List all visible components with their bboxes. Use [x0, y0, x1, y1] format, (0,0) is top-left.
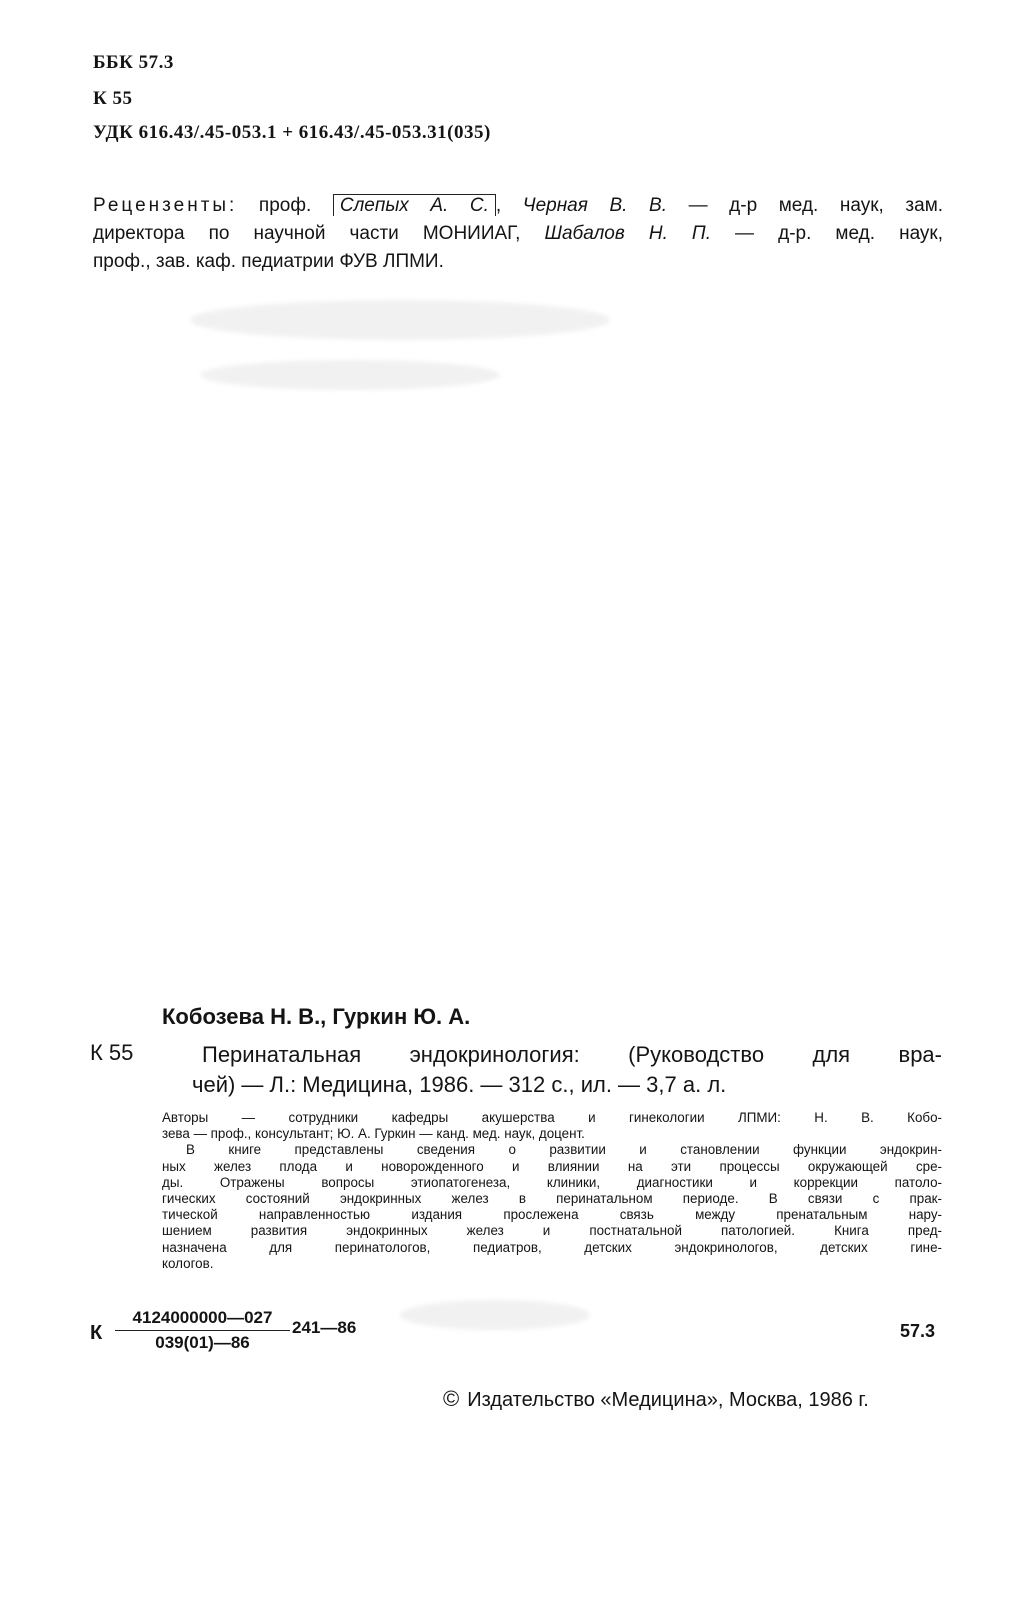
abstract-line: тической направленностью издания прослежена связь между пренатальным нару- [162, 1207, 942, 1223]
reviewers-line-3: проф., зав. каф. педиатрии ФУВ ЛПМИ. [93, 251, 444, 272]
index-denominator: 039(01)—86 [155, 1333, 250, 1352]
index-bbk: 57.3 [900, 1321, 936, 1341]
reviewer-name-3: Шабалов Н. П. [544, 223, 711, 244]
book-title-block [192, 1040, 942, 1100]
reviewers-line-2: директора по научной части МОНИИАГ, Шабалов Н. П. — д-р. мед. наук, [93, 223, 944, 244]
book-authors: Кобозева Н. В., Гуркин Ю. А. [162, 1004, 471, 1029]
publisher-line [443, 1386, 869, 1412]
abstract-line: ды. Отражены вопросы этиопатогенеза, клиники, диагностики и коррекции патоло- [162, 1174, 942, 1190]
abstract-line: гических состояний эндокринных желез в перинатальном периоде. В связи с прак- [162, 1190, 942, 1206]
book-code: К 55 [90, 1040, 134, 1065]
reviewer-name-2: Черная В. В. [522, 195, 667, 216]
abstract-line: Авторы — сотрудники кафедры акушерства и гинекологии ЛПМИ: Н. В. Кобо- [162, 1110, 942, 1125]
book-title-line-2: чей) — Л.: Медицина, 1986. — 312 с., ил. — 3,7 а. л. [192, 1072, 727, 1097]
index-k: К [90, 1322, 103, 1344]
udk-code: УДК 616.43/.45-053.1 + 616.43/.45-053.31(035) [93, 122, 491, 143]
abstract-line: В книге представлены сведения о развитии и становлении функции эндокрин- [186, 1142, 942, 1158]
reviewers-block [93, 192, 943, 276]
abstract-block [162, 1110, 942, 1272]
book-title-line-1: Перинатальная эндокринология: (Руководство для вра- [202, 1042, 942, 1067]
abstract-line: назначена для перинатологов, педиатров, детских эндокринологов, детских гине- [162, 1239, 942, 1255]
copyright-icon: © [443, 1386, 460, 1411]
index-suffix: 241—86 [292, 1318, 357, 1337]
bleed-through-smudge [400, 1300, 590, 1330]
bleed-through-smudge [200, 360, 500, 390]
bleed-through-smudge [190, 300, 610, 340]
reviewers-line-1: Рецензенты: проф. Слепых А. С. , Черная В. В. — д-р мед. наук, зам. [93, 195, 944, 216]
abstract-line: шением развития эндокринных желез и постнатальной патологией. Книга пред- [162, 1223, 942, 1239]
publisher-text: Издательство «Медицина», Москва, 1986 г. [467, 1389, 869, 1411]
reviewers-label: Рецензенты: [93, 195, 238, 216]
reviewer-name-boxed: Слепых А. С. [333, 194, 496, 216]
reviewer-title: проф. [258, 195, 312, 216]
index-fraction [115, 1308, 290, 1353]
abstract-line: ных желез плода и новорожденного и влиянии на эти процессы окружающей сре- [162, 1158, 942, 1174]
author-mark: К 55 [93, 88, 133, 109]
reviewer-2-degree: — д-р мед. наук, зам. [688, 195, 944, 216]
bbk-code: ББК 57.3 [93, 52, 174, 73]
abstract-line: кологов. [162, 1255, 214, 1271]
index-numerator: 4124000000—027 [115, 1308, 290, 1331]
abstract-line: зева — проф., консультант; Ю. А. Гуркин — канд. мед. наук, доцент. [162, 1126, 585, 1142]
